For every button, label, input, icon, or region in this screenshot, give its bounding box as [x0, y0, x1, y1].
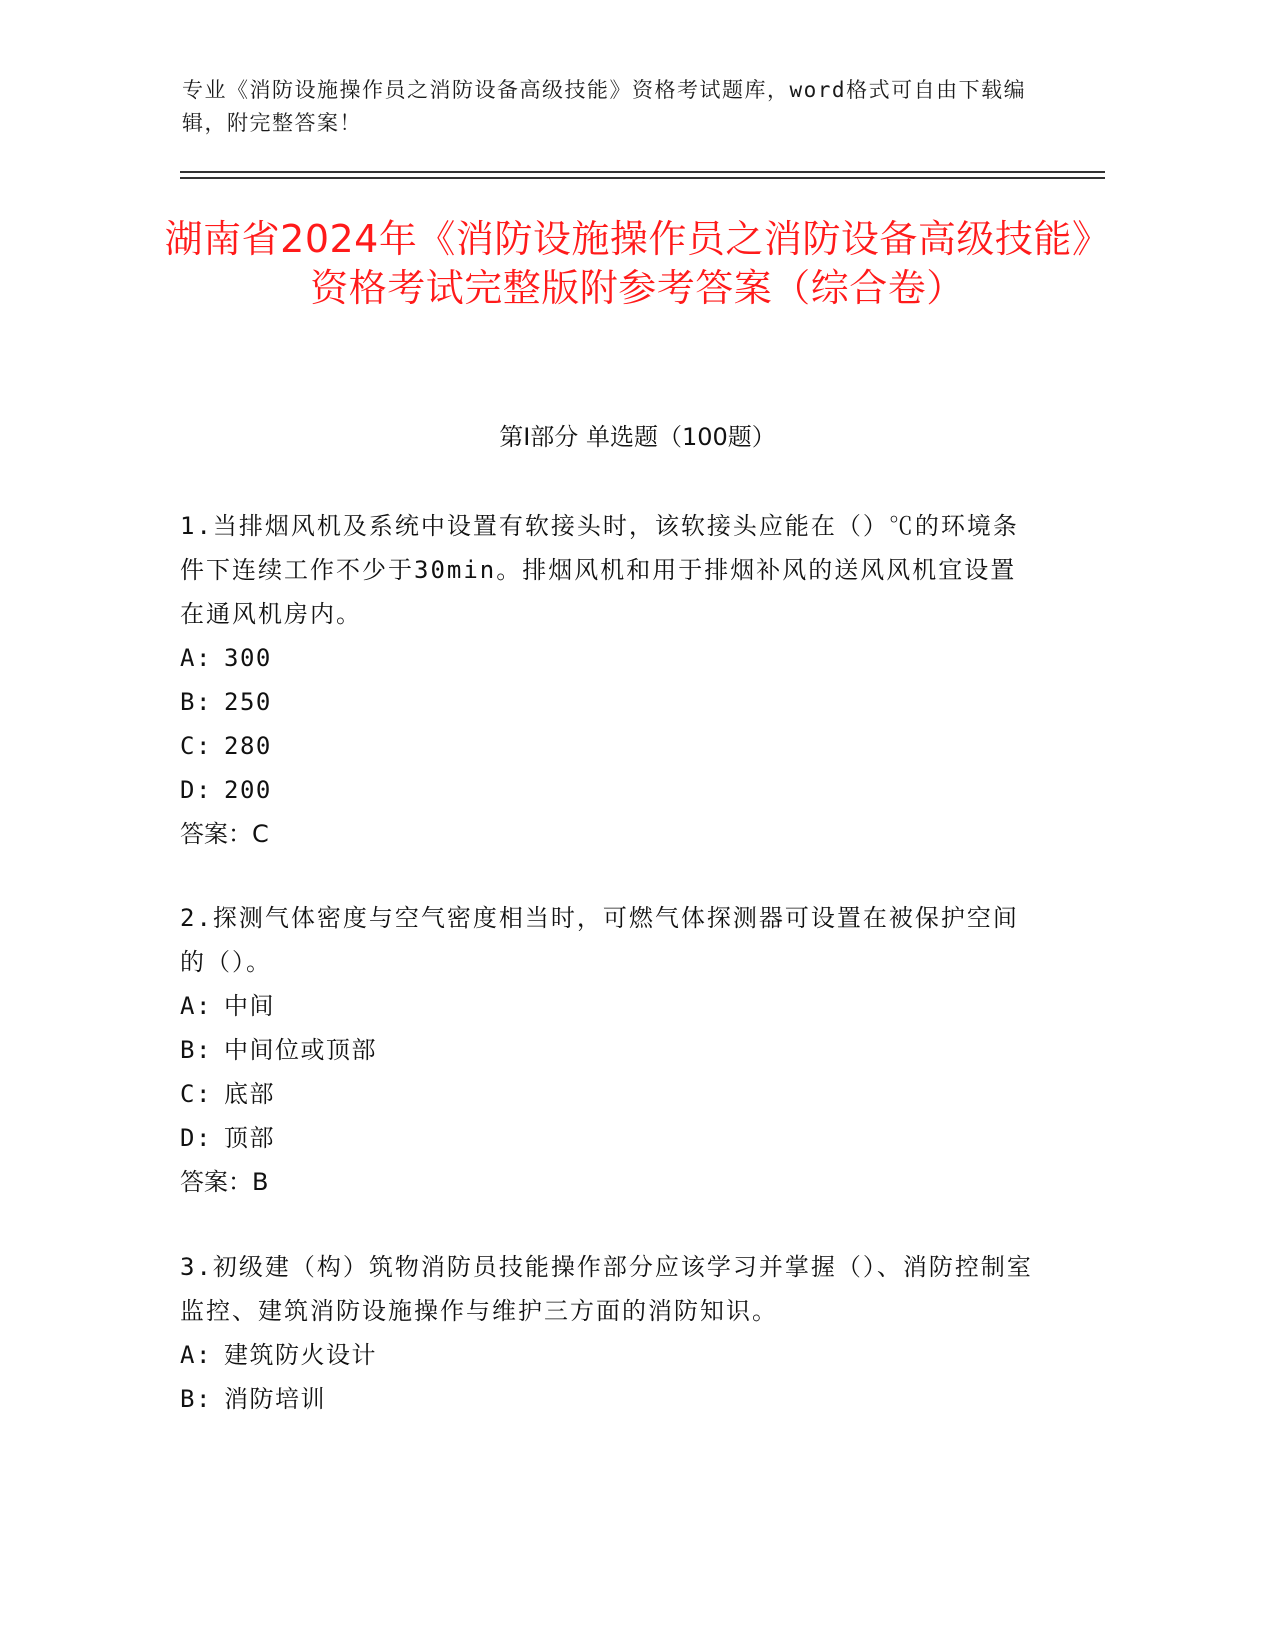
- section-title: 第Ⅰ部分 单选题（100题）: [499, 423, 776, 451]
- option-c: [180, 1072, 1040, 1116]
- header-note: 专业《消防设施操作员之消防设备高级技能》资格考试题库，word格式可自由下载编辑，附完整答案！: [182, 78, 1027, 135]
- question-1: [180, 504, 1040, 856]
- option-text: 中间: [224, 992, 275, 1020]
- option-b: [180, 1377, 1040, 1421]
- option-d: [180, 1116, 1040, 1160]
- question-stem: 2.探测气体密度与空气密度相当时，可燃气体探测器可设置在被保护空间的（）。: [180, 904, 1019, 976]
- option-letter: A:: [180, 992, 212, 1020]
- question-stem: 3.初级建（构）筑物消防员技能操作部分应该学习并掌握（）、消防控制室监控、建筑消防设施操作与维护三方面的消防知识。: [180, 1253, 1033, 1325]
- option-text: 中间位或顶部: [224, 1036, 377, 1064]
- option-letter: B:: [180, 688, 212, 716]
- option-b: [180, 1028, 1040, 1072]
- question-2: [180, 896, 1040, 1204]
- option-letter: D:: [180, 1124, 212, 1152]
- document-title: 湖南省2024年《消防设施操作员之消防设备高级技能》资格考试完整版附参考答案（综合卷）: [164, 217, 1111, 310]
- question-3: [180, 1245, 1040, 1421]
- answer: 答案：C: [180, 820, 269, 848]
- option-letter: A:: [180, 644, 212, 672]
- option-letter: C:: [180, 1080, 212, 1108]
- option-letter: B:: [180, 1385, 212, 1413]
- option-text: 250: [224, 688, 272, 716]
- option-letter: C:: [180, 732, 212, 760]
- option-text: 建筑防火设计: [224, 1341, 377, 1369]
- answer: 答案：B: [180, 1168, 269, 1196]
- option-text: 300: [224, 644, 272, 672]
- option-c: [180, 724, 1040, 768]
- option-letter: D:: [180, 776, 212, 804]
- option-letter: B:: [180, 1036, 212, 1064]
- option-text: 消防培训: [224, 1385, 326, 1413]
- option-a: [180, 1333, 1040, 1377]
- option-a: [180, 984, 1040, 1028]
- question-stem: 1.当排烟风机及系统中设置有软接头时，该软接头应能在（）℃的环境条件下连续工作不少于30min。排烟风机和用于排烟补风的送风风机宜设置在通风机房内。: [180, 512, 1019, 628]
- option-d: [180, 768, 1040, 812]
- header-rule-top: [180, 171, 1105, 173]
- option-letter: A:: [180, 1341, 212, 1369]
- option-text: 280: [224, 732, 272, 760]
- header-rule-bottom: [180, 177, 1105, 179]
- option-text: 200: [224, 776, 272, 804]
- option-text: 顶部: [224, 1124, 275, 1152]
- option-b: [180, 680, 1040, 724]
- option-text: 底部: [224, 1080, 275, 1108]
- option-a: [180, 636, 1040, 680]
